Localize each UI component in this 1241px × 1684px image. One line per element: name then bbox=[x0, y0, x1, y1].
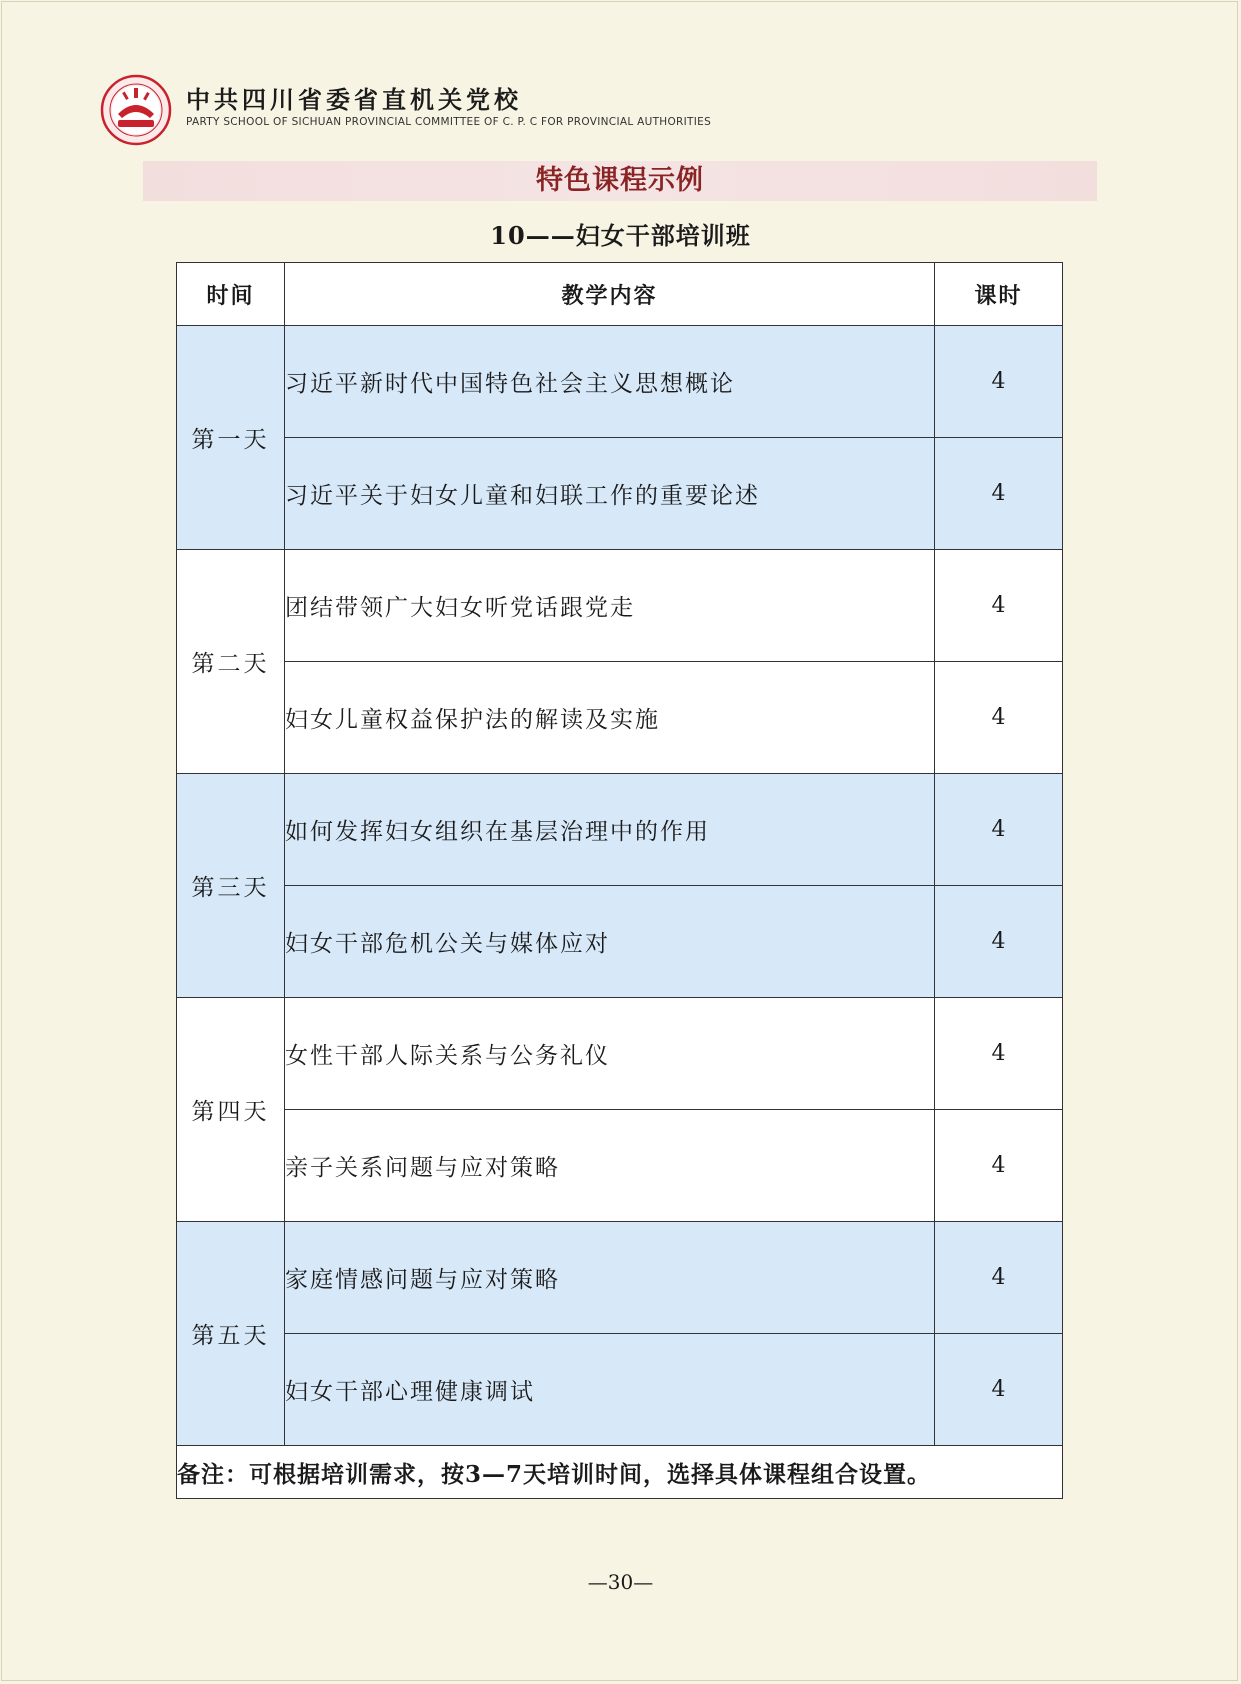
course-topic: 习近平新时代中国特色社会主义思想概论 bbox=[285, 326, 935, 438]
table-row bbox=[177, 1222, 1063, 1334]
course-hours: 4 bbox=[935, 438, 1063, 550]
course-hours: 4 bbox=[935, 1222, 1063, 1334]
table-row bbox=[177, 1110, 1063, 1222]
course-hours: 4 bbox=[935, 1110, 1063, 1222]
table-note: 备注：可根据培训需求，按3—7天培训时间，选择具体课程组合设置。 bbox=[177, 1446, 1063, 1499]
header-content: 教学内容 bbox=[285, 263, 935, 326]
table-row bbox=[177, 1334, 1063, 1446]
org-name-en: PARTY SCHOOL OF SICHUAN PROVINCIAL COMMITTEE OF C. P. C FOR PROVINCIAL AUTHORITIES bbox=[186, 116, 712, 128]
course-topic: 亲子关系问题与应对策略 bbox=[285, 1110, 935, 1222]
table-row bbox=[177, 998, 1063, 1110]
course-schedule-table bbox=[176, 262, 1063, 1499]
course-hours: 4 bbox=[935, 886, 1063, 998]
day-label: 第五天 bbox=[177, 1222, 285, 1446]
day-label: 第四天 bbox=[177, 998, 285, 1222]
table-row bbox=[177, 326, 1063, 438]
section-title: 特色课程示例 bbox=[143, 161, 1097, 201]
course-topic: 如何发挥妇女组织在基层治理中的作用 bbox=[285, 774, 935, 886]
day-label: 第二天 bbox=[177, 550, 285, 774]
header-time: 时间 bbox=[177, 263, 285, 326]
table-row bbox=[177, 550, 1063, 662]
course-title: 10——妇女干部培训班 bbox=[490, 221, 751, 250]
course-topic: 妇女干部危机公关与媒体应对 bbox=[285, 886, 935, 998]
course-topic: 妇女干部心理健康调试 bbox=[285, 1334, 935, 1446]
table-row bbox=[177, 886, 1063, 998]
table-row bbox=[177, 662, 1063, 774]
course-hours: 4 bbox=[935, 550, 1063, 662]
party-school-seal-icon bbox=[100, 74, 172, 146]
day-label: 第一天 bbox=[177, 326, 285, 550]
table-row bbox=[177, 438, 1063, 550]
course-topic: 习近平关于妇女儿童和妇联工作的重要论述 bbox=[285, 438, 935, 550]
course-hours: 4 bbox=[935, 326, 1063, 438]
course-topic: 团结带领广大妇女听党话跟党走 bbox=[285, 550, 935, 662]
header-hours: 课时 bbox=[935, 263, 1063, 326]
course-hours: 4 bbox=[935, 998, 1063, 1110]
course-hours: 4 bbox=[935, 1334, 1063, 1446]
page-number: —30— bbox=[587, 1570, 654, 1594]
course-hours: 4 bbox=[935, 774, 1063, 886]
course-topic: 妇女儿童权益保护法的解读及实施 bbox=[285, 662, 935, 774]
course-topic: 家庭情感问题与应对策略 bbox=[285, 1222, 935, 1334]
org-name-cn: 中共四川省委省直机关党校 bbox=[186, 85, 522, 114]
day-label: 第三天 bbox=[177, 774, 285, 998]
table-row bbox=[177, 774, 1063, 886]
course-topic: 女性干部人际关系与公务礼仪 bbox=[285, 998, 935, 1110]
course-hours: 4 bbox=[935, 662, 1063, 774]
